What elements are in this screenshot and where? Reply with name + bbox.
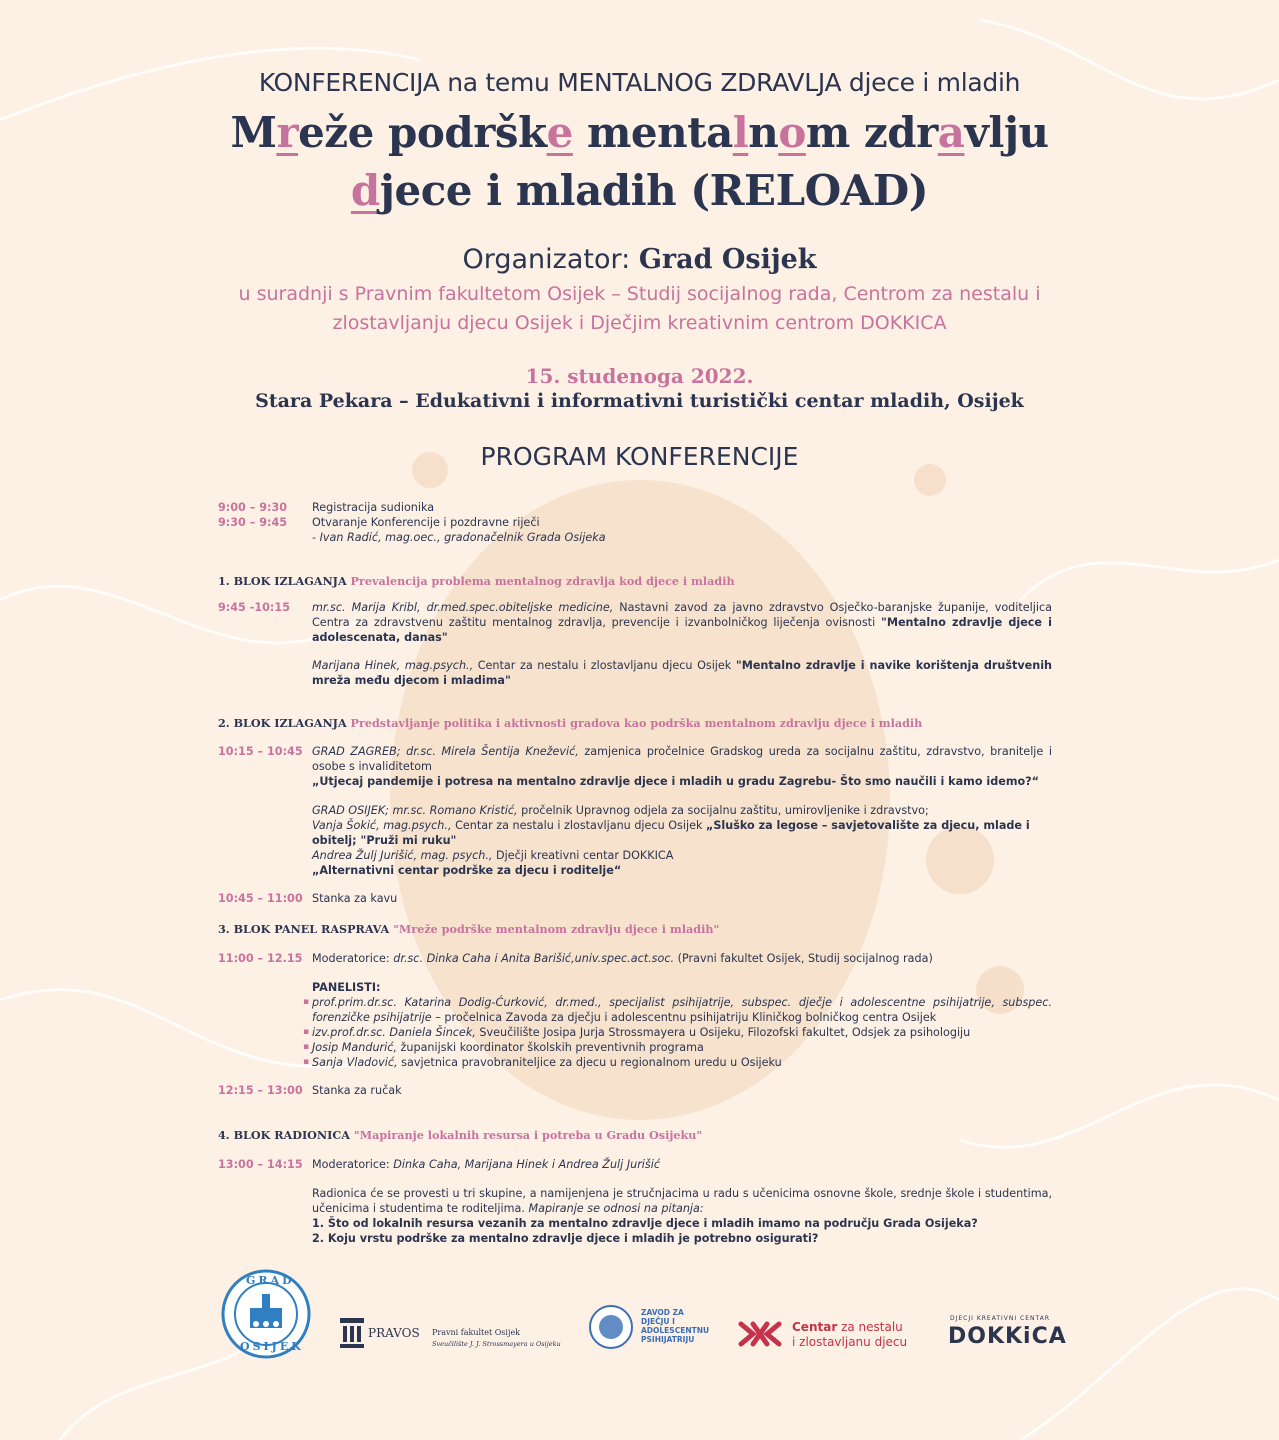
program-title: PROGRAM KONFERENCIJE — [480, 442, 799, 471]
zavod-logo — [588, 1304, 634, 1350]
grad-logo-bottom: OSIJEK — [240, 1340, 304, 1353]
zavod-label: ZAVOD ZA DJEČJU I ADOLESCENTNU PSIHIJATRIJU — [641, 1308, 710, 1344]
block-1-heading: 1. BLOK IZLAGANJA Prevalencija problema mentalnog zdravlja kod djece i mladih — [218, 574, 735, 588]
pf-line-1: Pravni fakultet Osijek — [432, 1328, 521, 1337]
block-3-heading: 3. BLOK PANEL RASPRAVA "Mreže podrške mentalnom zdravlju djece i mladih" — [218, 922, 720, 936]
list-item: ▪ izv.prof.dr.sc. Daniela Šincek, Sveučilište Josipa Jurja Strossmayera u Osijeku, Filozofski fakultet, Odsjek za psihologiju — [312, 1025, 1052, 1040]
title-line-2: djece i mladih (RELOAD) — [350, 166, 929, 215]
centar-line-1: Centar za nestalu — [792, 1320, 903, 1334]
title-line-1: Mreže podrške mentalnom zdravlju — [230, 108, 1049, 157]
list-item: ▪ Sanja Vladović, savjetnica pravobraniteljice za djecu u regionalnom uredu u Osijeku — [312, 1055, 1052, 1070]
conference-date: 15. studenoga 2022. — [525, 364, 754, 388]
pravos-label: PRAVOS — [368, 1326, 420, 1340]
grad-logo-top: GRAD — [246, 1274, 295, 1287]
partner-logos — [0, 1268, 1279, 1388]
collaboration-line-2: zlostavljanju djecu Osijek i Dječjim kreativnim centrom DOKKICA — [332, 312, 947, 334]
block-4-heading: 4. BLOK RADIONICA "Mapiranje lokalnih resursa i potreba u Gradu Osijeku" — [218, 1128, 703, 1142]
list-item: ▪ prof.prim.dr.sc. Katarina Dodig-Ćurković, dr.med., specijalist psihijatrije, subspec. dječje i adolescentne psihijatrije, subspec. forenzičke psihijatrije – pročelnica Zavoda za dječju i adolescentnu psihijatriju Kliničkog bolničkog centra Osijek — [312, 995, 1052, 1025]
conference-venue: Stara Pekara – Edukativni i informativni turistički centar mladih, Osijek — [255, 390, 1024, 412]
block-2-heading: 2. BLOK IZLAGANJA Predstavljanje politika i aktivnosti gradova kao podrška mentalnom zdravlju djece i mladih — [218, 716, 923, 730]
centar-logo-icon — [735, 1318, 785, 1350]
pf-line-2: Sveučilište J. J. Strossmayera u Osijeku — [432, 1340, 561, 1348]
conference-poster: KONFERENCIJA na temu MENTALNOG ZDRAVLJA djece i mladih Mreže podrške mentalnom zdravlju djece i mladih (RELOAD) Organizator: Grad Osijek u suradnji s Pravnim fakultetom Osijek – Studij socijalnog rada, Centrom za nestalu i zlostavljanju djecu Osijek i Dječjim kreativnim centrom DOKKICA 15. studenoga 2022. Stara Pekara – Edukativni i informativni turistički centar mladih, Osijek PROGRAM KONFERENCIJE 9:00 – 9:30 Registracija sudionika 9:30 – 9:45 Otvaranje Konferencije i pozdravne riječi - Ivan Radić, mag.oec., gradonačelnik Grada Osijeka 1. BLOK IZLAGANJA Prevalencija problema mentalnog zdravlja kod djece i mladih 9:45 -10:15 mr.sc. Marija Kribl, dr.med.spec.obiteljske medicine, Nastavni zavod za javno zdravstvo Osječko-baranjske županije, voditeljica Centra za zdravstvenu zaštitu mentalnog zdravlja, prevencije i izvanbolničkog liječenja ovisnosti "Mentalno zdravlje djece i adolescenata, danas" Marijana Hinek, mag.psych., Centar za nestalu i zlostavljanu djecu Osijek "Mentalno zdravlje i navike korištenja društvenih mreža među djecom i mladima" 2. BLOK IZLAGANJA Predstavljanje politika i aktivnosti gradova kao podrška mentalnom zdravlju djece i mladih 10:15 – 10:45 GRAD ZAGREB; dr.sc. Mirela Šentija Knežević, zamjenica pročelnice Gradskog ureda za socijalnu zaštitu, zdravstvo, branitelje i osobe s invaliditetom „Utjecaj pandemije i potresa na mentalno zdravlje djece i mladih u gradu Zagrebu- Što smo naučili i kamo idemo?“ GRAD OSIJEK; mr.sc. Romano Kristić, pročelnik Upravnog odjela za socijalnu zaštitu, umirovljenike i zdravstvo; Vanja Šokić, mag.psych., Centar za nestalu i zlostavljanu djecu Osijek „Sluško za legose – savjetovalište za djecu, mlade i obitelj; "Pruži mi ruku" Andrea Žulj Jurišić, mag. psych., Dječji kreativni centar DOKKICA „Alternativni centar podrške za djecu i roditelje“ 10:45 – 11:00 Stanka za kavu 3. BLOK PANEL RASPRAVA "Mreže podrške mentalnom zdravlju djece i mladih" 11:00 – 12.15 Moderatorice: dr.sc. Dinka Caha i Anita Barišić,univ.spec.act.soc. (Pravni fakultet Osijek, Studij socijalnog rada) PANELISTI: ▪ prof.prim.dr.sc. Katarina Dodig-Ćurković, dr.med., specijalist psihijatrije, subspec. dječje i adolescentne psihijatrije, subspec. forenzičke psihijatrije – pročelnica Zavoda za dječju i adolescentnu psihijatriju Kliničkog bolničkog centra Osijek ▪ izv.prof.dr.sc. Daniela Šincek, Sveučilište Josipa Jurja Strossmayera u Osijeku, Filozofski fakultet, Odsjek za psihologiju ▪ Josip Mandurić, županijski koordinator školskih preventivnih programa ▪ Sanja Vladović, savjetnica pravobraniteljice za djecu u regionalnom uredu u Osijeku 12:15 – 13:00 Stanka za ručak 4. BLOK RADIONICA "Mapiranje lokalnih resursa i potreba u Gradu Osijeku" 13:00 – 14:15 Moderatorice: Dinka Caha, Marijana Hinek i Andrea Žulj Jurišić Radionica će se provesti u tri skupine, a namijenjena je stručnjacima u radu s učenicima osnovne škole, srednje škole i studentima, učenicima i studentima te roditeljima. Mapiranje se odnosi na pitanja: 1. Što od lokalnih resursa vezanih za mentalno zdravlje djece i mladih imamo na području Grada Osijeka? 2. Koju vrstu podrške za mentalno zdravlje djece i mladih je potrebno osigurati? GRAD OSIJEK PRAVOS Pravni fakultet Osijek Sveučilište J. J. Strossmayera u Osijeku ZAVOD ZA DJEČJU I ADOLESCENTNU PSIHIJATRIJU Centar za nestalu i zlostavljanu djecu DJECJI KREATIVNI CENTAR DOKKiCA — [0, 0, 1279, 1440]
organizer: Organizator: Grad Osijek — [462, 244, 817, 275]
centar-line-2: i zlostavljanu djecu — [792, 1335, 908, 1349]
dokkica-top: DJECJI KREATIVNI CENTAR — [950, 1315, 1050, 1322]
list-item: ▪ Josip Mandurić, županijski koordinator školskih preventivnih programa — [312, 1040, 1052, 1055]
conference-kicker: KONFERENCIJA na temu MENTALNOG ZDRAVLJA djece i mladih — [258, 68, 1021, 97]
pravos-icon — [340, 1318, 364, 1348]
dokkica-logo: DOKKiCA — [948, 1324, 1067, 1349]
collaboration-line-1: u suradnji s Pravnim fakultetom Osijek – Studij socijalnog rada, Centrom za nestalu i — [238, 283, 1041, 305]
